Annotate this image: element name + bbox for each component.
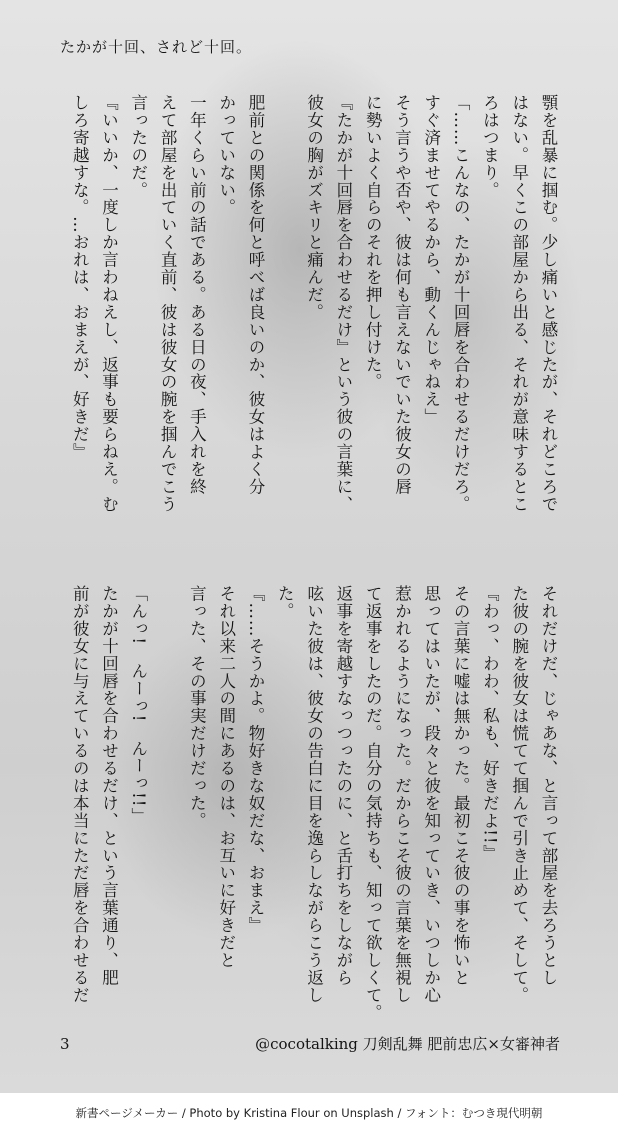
text-column: ろはつまり。 bbox=[480, 94, 500, 199]
text-column: 一年くらい前の話である。ある日の夜、手入れを終 bbox=[187, 94, 207, 496]
text-column: その言葉に嘘は無かった。最初こそ彼の事を怖いと bbox=[451, 585, 471, 987]
text-column: かっていない。 bbox=[216, 94, 236, 217]
text-column: 返事を寄越すなっつったのに、と舌打ちをしながら bbox=[333, 585, 353, 987]
text-column: 肥前との関係を何と呼べば良いのか、彼女はよく分 bbox=[246, 94, 265, 496]
text-column: 思ってはいたが、段々と彼を知っていき、いつしか心 bbox=[421, 585, 441, 1004]
text-column: 『……そうかよ。物好きな奴だな、おまえ』 bbox=[246, 585, 265, 934]
page-title: たかが十回、されど十回。 bbox=[60, 38, 253, 56]
text-column: しろ寄越すな。…おれは、おまえが、好きだ』 bbox=[70, 94, 90, 461]
text-column: て返事をしたのだ。自分の気持ちも、知って欲しくて。 bbox=[363, 585, 383, 1022]
author-credit: @cocotalking 刀剣乱舞 肥前忠広×女審神者 bbox=[255, 1035, 560, 1053]
text-column: 惹かれるようになった。だからこそ彼の言葉を無視し bbox=[392, 585, 412, 1004]
text-column: た彼の腕を彼女は慌てて掴んで引き止めて、そして。 bbox=[509, 585, 529, 1004]
text-column: それ以来二人の間にあるのは、お互いに好きだと bbox=[216, 585, 236, 969]
footer-credits: 新書ページメーカー / Photo by Kristina Flour on Unsplash / フォント：むつき現代明朝 bbox=[0, 1093, 618, 1132]
text-column: に勢いよく自らのそれを押し付けた。 bbox=[363, 94, 383, 391]
text-column: すぐ済ませてやるから、動くんじゃねえ」 bbox=[421, 94, 441, 426]
text-column: えて部屋を出ていく直前、彼は彼女の腕を掴んでこう bbox=[158, 94, 178, 513]
text-column: 言った、その事実だけだった。 bbox=[187, 585, 207, 830]
page-number: 3 bbox=[60, 1035, 70, 1053]
text-column: 彼女の胸がズキリと痛んだ。 bbox=[304, 94, 324, 321]
text-column: 『わっ、わわ、私も、好きだよ!!』 bbox=[480, 585, 500, 862]
text-column: そう言うや否や、彼は何も言えないでいた彼女の唇 bbox=[392, 94, 412, 496]
text-column: 呟いた彼は、彼女の告白に目を逸らしながらこう返し bbox=[304, 585, 324, 1004]
text-column: 顎を乱暴に掴む。少し痛いと感じたが、それどころで bbox=[539, 94, 558, 513]
text-column: た。 bbox=[275, 585, 295, 620]
text-column: 『たかが十回唇を合わせるだけ』という彼の言葉に、 bbox=[333, 94, 353, 513]
text-column: 『いいか、一度しか言わねえし、返事も要らねえ。む bbox=[99, 94, 119, 513]
text-column: 「んっ! んーっ! んーっ!!」 bbox=[128, 585, 148, 825]
text-column: 言ったのだ。 bbox=[128, 94, 148, 199]
text-column: それだけだ、じゃあな、と言って部屋を去ろうとし bbox=[539, 585, 558, 987]
text-column: たかが十回唇を合わせるだけ、という言葉通り、肥 bbox=[99, 585, 119, 987]
text-column: 前が彼女に与えているのは本当にただ唇を合わせるだ bbox=[70, 585, 90, 1004]
text-column: はない。早くこの部屋から出る、それが意味するとこ bbox=[509, 94, 529, 513]
text-column: 「……こんなの、たかが十回唇を合わせるだけだろ。 bbox=[451, 94, 471, 513]
